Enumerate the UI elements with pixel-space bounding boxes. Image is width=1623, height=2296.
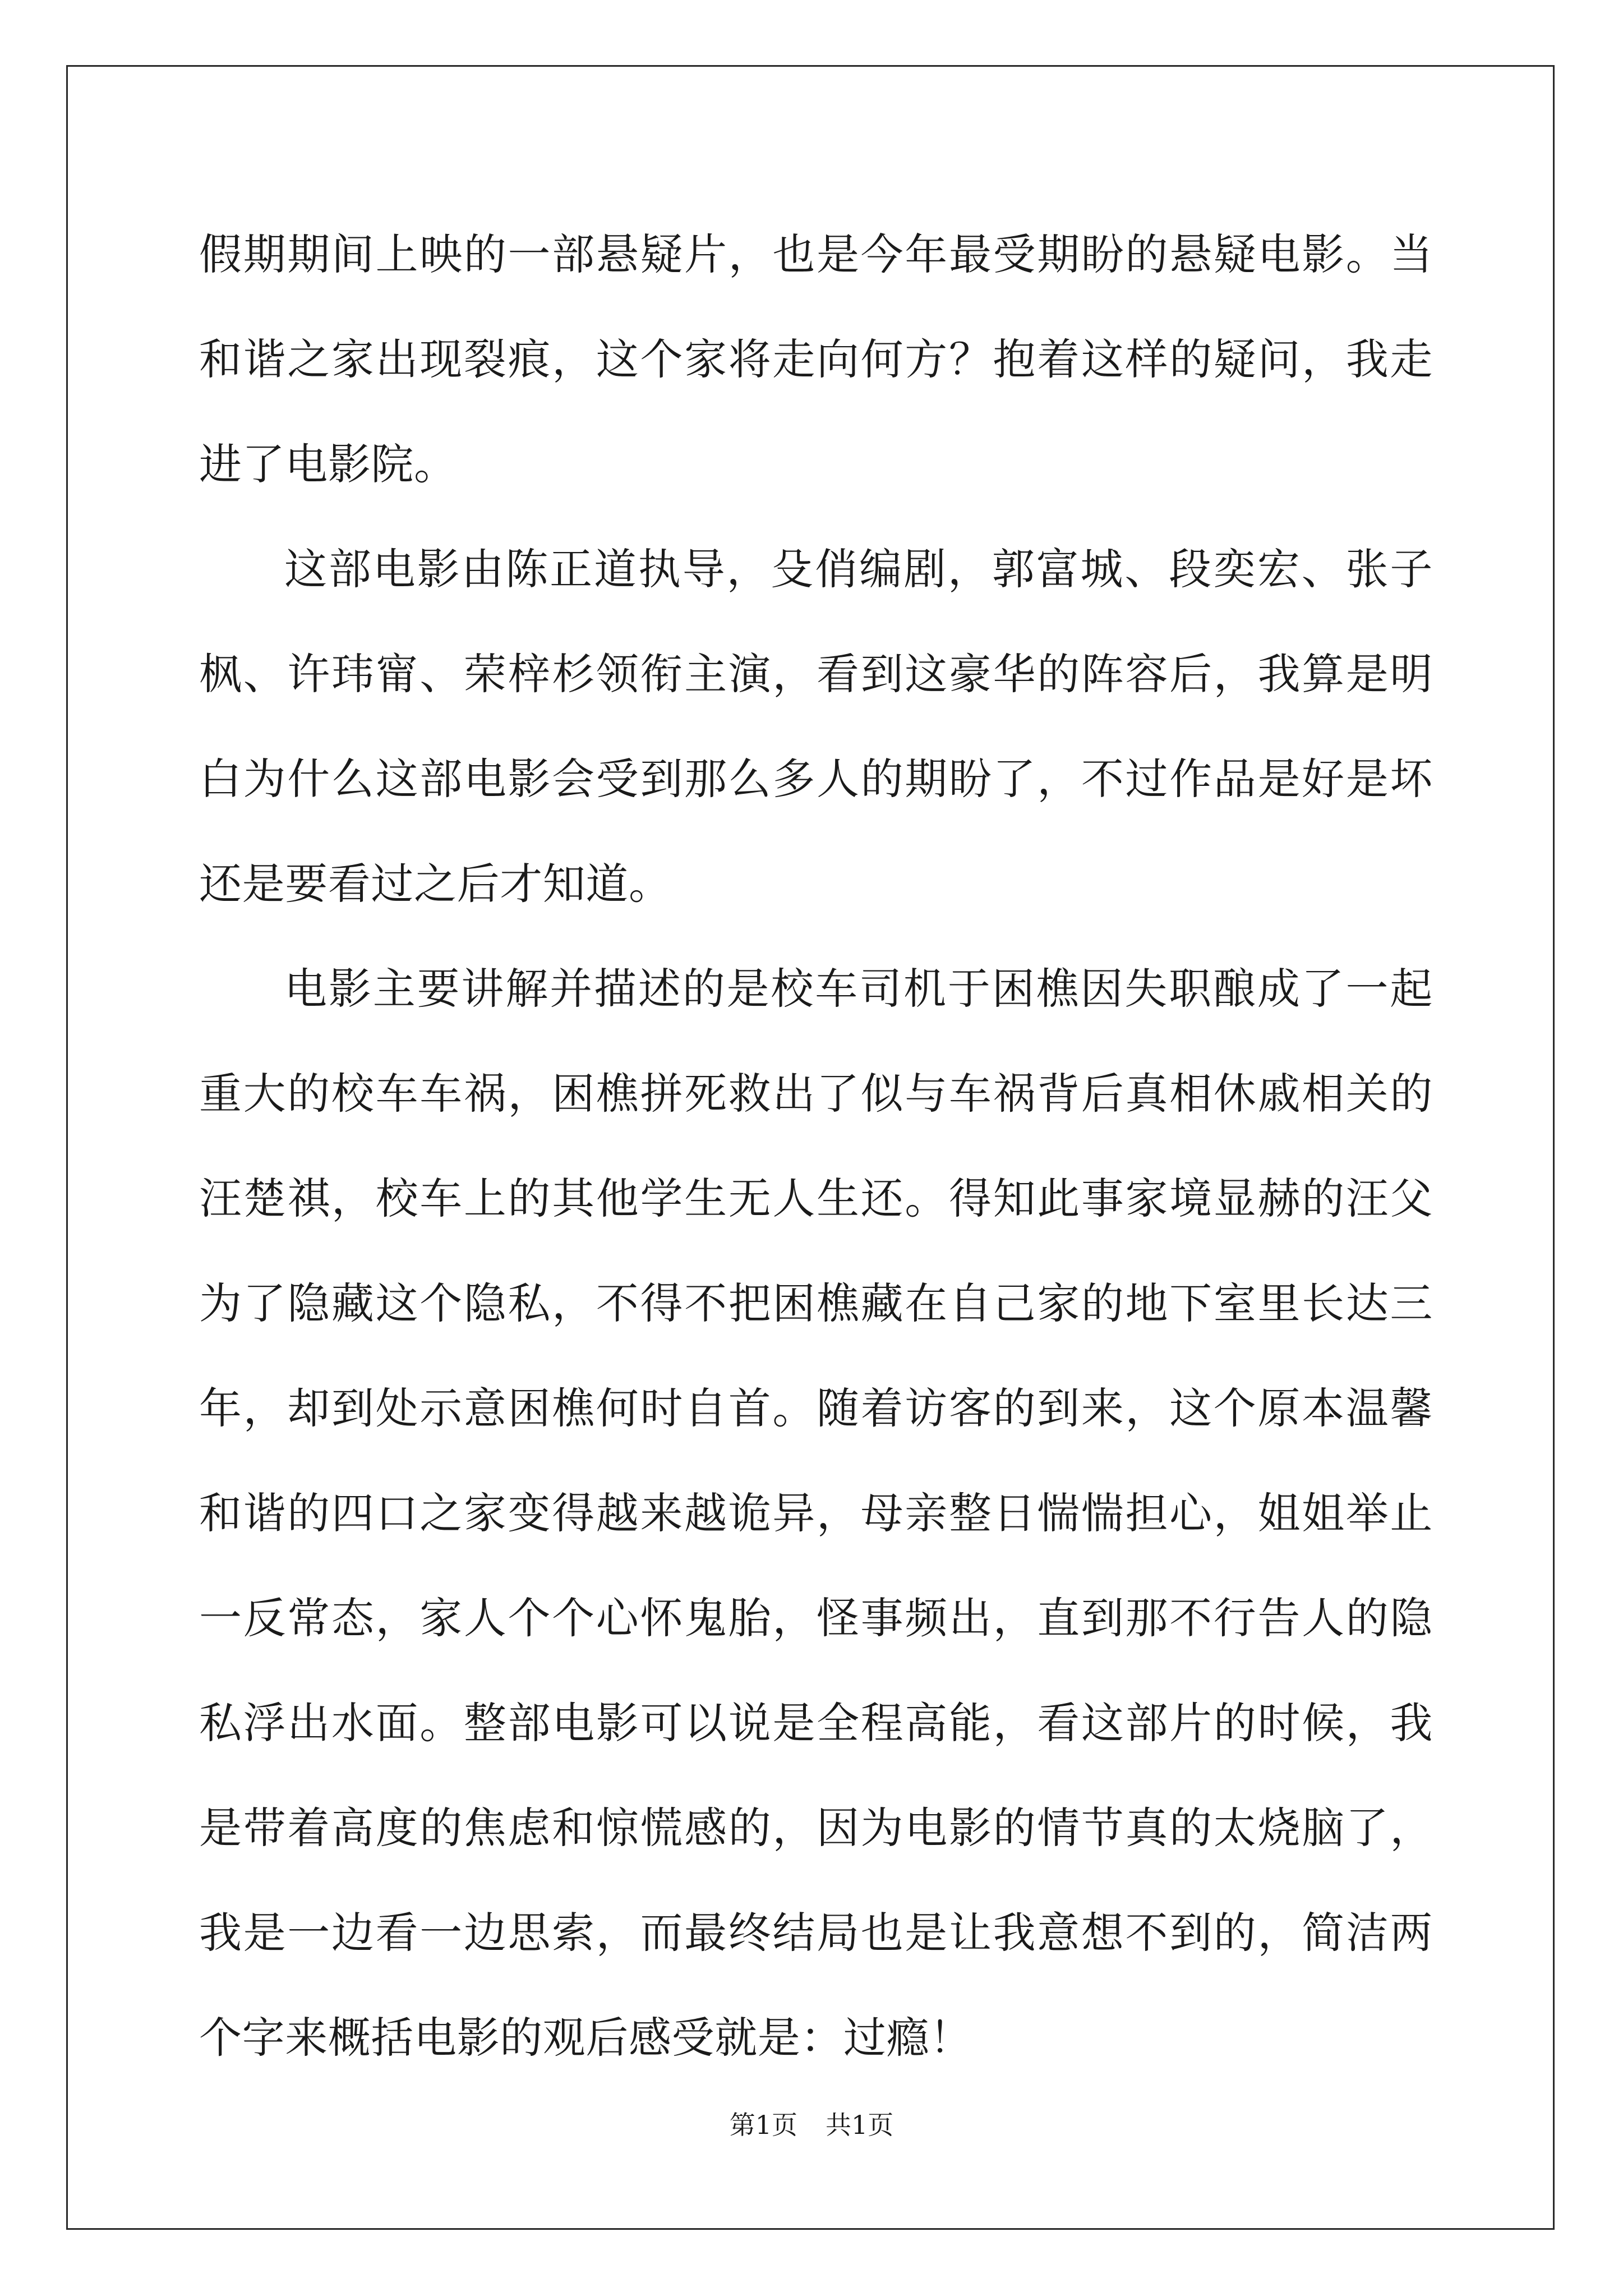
page-footer (0, 2108, 1623, 2142)
total-pages-label: 共1页 (826, 2110, 894, 2140)
paragraph-2: 这部电影由陈正道执导，殳俏编剧，郭富城、段奕宏、张子枫、许玮甯、荣梓杉领衔主演，看到这豪华的阵容后，我算是明白为什么这部电影会受到那么多人的期盼了，不过作品是好是坏还是要看过之后才知道。 (199, 544, 1433, 909)
page-number-label: 第1页 (729, 2110, 797, 2140)
paragraph-1: 假期期间上映的一部悬疑片，也是今年最受期盼的悬疑电影。当和谐之家出现裂痕，这个家将走向何方？抱着这样的疑问，我走进了电影院。 (199, 229, 1433, 489)
paragraph-3: 电影主要讲解并描述的是校车司机于困樵因失职酿成了一起重大的校车车祸，困樵拼死救出了似与车祸背后真相休戚相关的汪楚祺，校车上的其他学生无人生还。得知此事家境显赫的汪父为了隐藏这个隐私，不得不把困樵藏在自己家的地下室里长达三年，却到处示意困樵何时自首。随着访客的到来，这个原本温馨和谐的四口之家变得越来越诡异，母亲整日惴惴担心，姐姐举止一反常态，家人个个心怀鬼胎，怪事频出，直到那不行告人的隐私浮出水面。整部电影可以说是全程高能，看这部片的时候，我是带着高度的焦虑和惊慌感的，因为电影的情节真的太烧脑了，我是一边看一边思索，而最终结局也是让我意想不到的，简洁两个字来概括电影的观后感受就是：过瘾！ (199, 964, 1433, 2063)
article-body (199, 202, 1433, 2090)
